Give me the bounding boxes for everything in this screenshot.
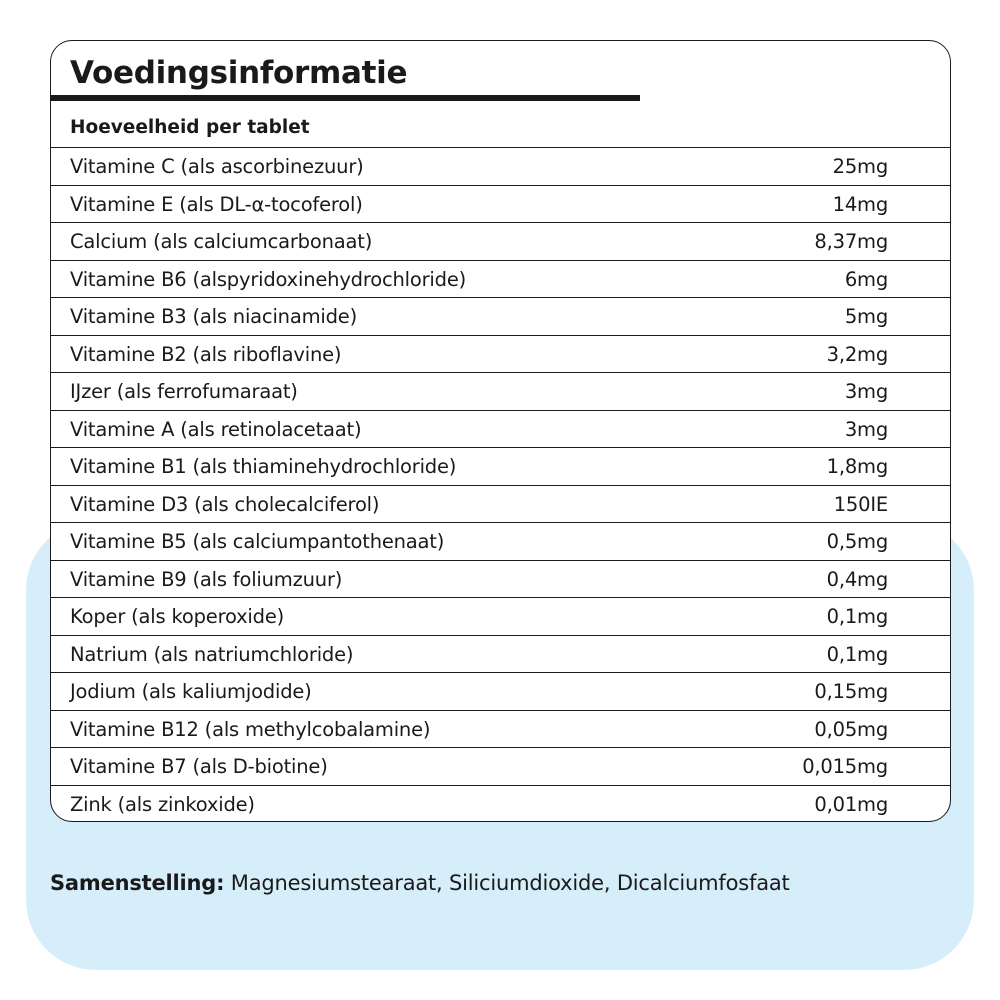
- table-row: [51, 185, 950, 223]
- nutrient-amount: 0,015mg: [802, 755, 888, 778]
- nutrition-panel: [50, 40, 951, 822]
- panel-title: Voedingsinformatie: [70, 55, 408, 91]
- nutrient-name: Vitamine B12 (als methylcobalamine): [70, 717, 431, 741]
- nutrient-amount: 0,01mg: [814, 792, 888, 816]
- table-row: [51, 635, 950, 673]
- nutrient-amount: 0,4mg: [826, 567, 888, 591]
- nutrient-amount: 0,5mg: [826, 530, 888, 553]
- table-row: [51, 485, 950, 523]
- nutrient-amount: 0,05mg: [814, 717, 888, 741]
- nutrient-name: Vitamine B7 (als D-biotine): [70, 755, 328, 778]
- table-row: [51, 597, 950, 635]
- nutrient-name: Jodium (als kaliumjodide): [70, 680, 312, 703]
- nutrient-name: Vitamine B9 (als foliumzuur): [70, 567, 343, 591]
- nutrient-table: [51, 147, 950, 822]
- nutrient-amount: 5mg: [844, 305, 888, 328]
- table-row: [51, 410, 950, 448]
- title-underline: [51, 95, 640, 101]
- nutrient-name: Natrium (als natriumchloride): [70, 642, 354, 666]
- composition-label: Samenstelling:: [50, 871, 225, 895]
- table-row: [51, 260, 950, 298]
- nutrient-name: Vitamine A (als retinolacetaat): [70, 417, 362, 441]
- nutrient-name: Vitamine B6 (alspyridoxinehydrochloride): [70, 267, 467, 291]
- composition-line: [50, 866, 790, 900]
- table-row: [51, 747, 950, 785]
- nutrient-amount: 0,1mg: [826, 605, 888, 628]
- nutrient-name: Vitamine C (als ascorbinezuur): [70, 155, 364, 178]
- nutrient-name: Vitamine B5 (als calciumpantothenaat): [70, 530, 445, 553]
- nutrient-name: Koper (als koperoxide): [70, 605, 285, 628]
- nutrient-amount: 150IE: [833, 492, 888, 516]
- nutrient-name: Vitamine B1 (als thiaminehydrochloride): [70, 455, 457, 478]
- table-row: [51, 147, 950, 185]
- table-row: [51, 222, 950, 260]
- nutrient-name: Vitamine B3 (als niacinamide): [70, 305, 357, 328]
- nutrient-amount: 0,15mg: [814, 680, 888, 703]
- nutrient-name: Zink (als zinkoxide): [70, 792, 255, 816]
- nutrient-amount: 6mg: [844, 267, 888, 291]
- nutrient-name: Vitamine E (als DL-α-tocoferol): [70, 192, 363, 216]
- nutrient-name: Vitamine B2 (als riboflavine): [70, 342, 342, 366]
- table-row: [51, 560, 950, 598]
- table-row: [51, 785, 950, 823]
- composition-text: Magnesiumstearaat, Siliciumdioxide, Dicalciumfosfaat: [224, 871, 790, 895]
- nutrient-amount: 25mg: [832, 155, 888, 178]
- nutrient-amount: 3mg: [844, 380, 888, 403]
- table-row: [51, 447, 950, 485]
- table-row: [51, 335, 950, 373]
- table-row: [51, 672, 950, 710]
- nutrient-amount: 0,1mg: [826, 642, 888, 666]
- nutrient-amount: 14mg: [832, 192, 888, 216]
- nutrient-amount: 1,8mg: [826, 455, 888, 478]
- nutrient-amount: 3,2mg: [826, 342, 888, 366]
- table-row: [51, 372, 950, 410]
- panel-subheading: Hoeveelheid per tablet: [70, 117, 310, 138]
- table-row: [51, 297, 950, 335]
- nutrient-amount: 8,37mg: [814, 230, 888, 253]
- table-row: [51, 710, 950, 748]
- nutrient-amount: 3mg: [844, 417, 888, 441]
- table-row: [51, 522, 950, 560]
- nutrient-name: Calcium (als calciumcarbonaat): [70, 230, 373, 253]
- nutrient-name: Vitamine D3 (als cholecalciferol): [70, 492, 380, 516]
- nutrient-name: IJzer (als ferrofumaraat): [70, 380, 298, 403]
